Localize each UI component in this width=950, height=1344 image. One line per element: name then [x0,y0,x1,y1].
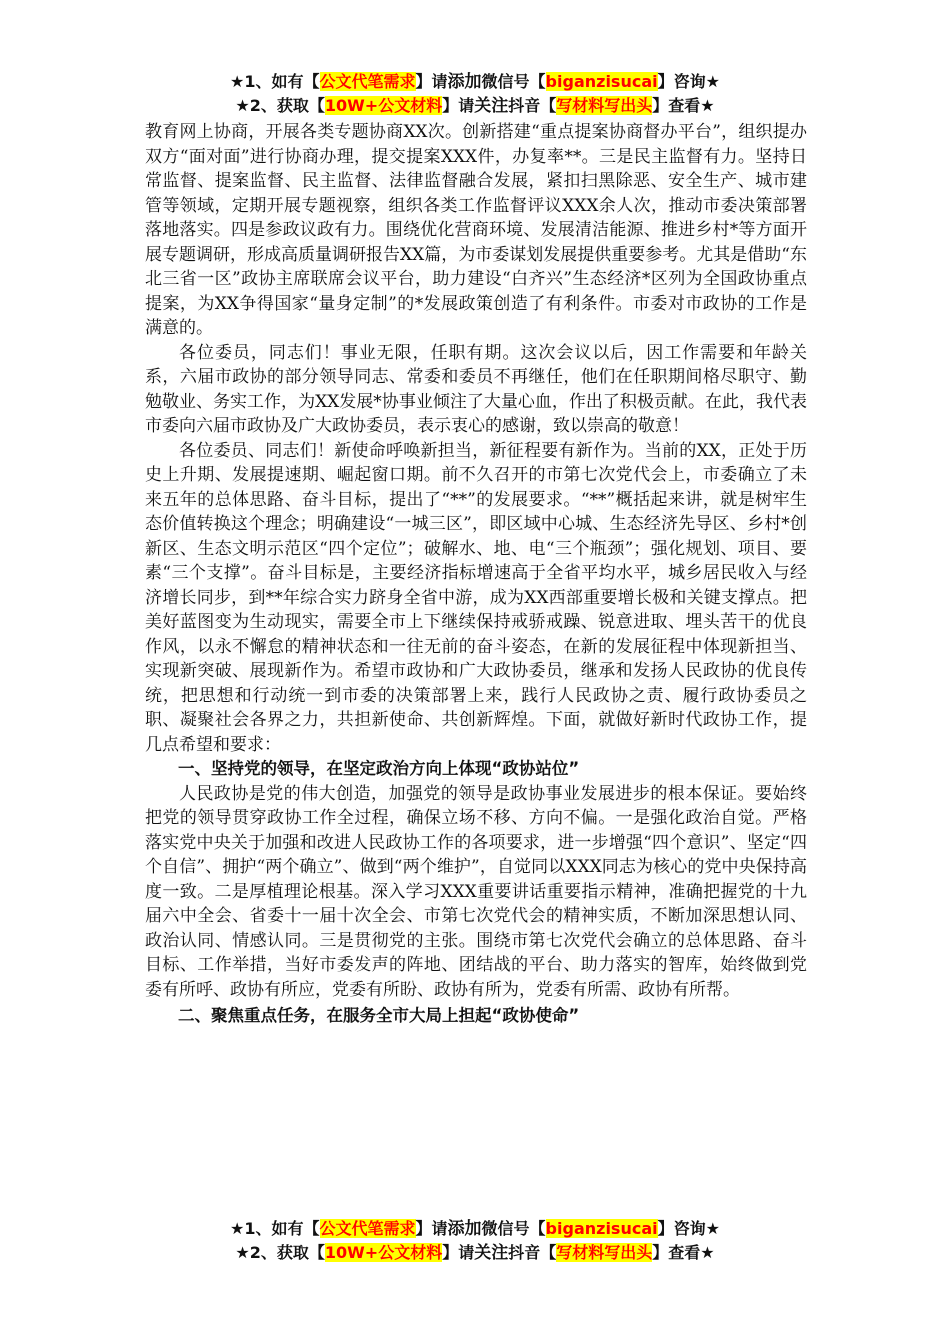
promo-emphasis: 关注 [474,1243,509,1263]
promo-text: ★2、获取【 [235,1243,325,1262]
paragraph-thanks: 各位委员，同志们！事业无限，任职有期。这次会议以后，因工作需要和年龄关系，六届市政协的部分领导同志、常委和委员不再继任，他们在任职期间格尽职守、勤勉敬业、务实工作，为XX发展*协事业倾注了大量心血，作出了积极贡献。在此，我代表市委向六届市政协及广大政协委员，表示衷心的感谢，致以崇高的敬意！ [145,342,807,436]
section-heading-2: 二、聚焦重点任务，在服务全市大局上担起“政协使命” [178,1006,580,1025]
promo-line-2 [0,1241,950,1265]
promo-line-1 [0,70,950,94]
promo-text: 抖音【 [508,96,557,115]
promo-text: 微信号【 [481,72,546,91]
promo-text: 】请 [442,96,475,115]
promo-text: 】请 [442,1243,475,1262]
promo-emphasis: 添加 [447,1219,482,1239]
promo-line-1 [0,1217,950,1241]
document-body [145,120,807,1029]
footer-promo-banner [0,1217,950,1265]
header-promo-banner [0,70,950,118]
paragraph-continued: 教育网上协商，开展各类专题协商XX次。创新搭建“重点提案协商督办平台”，组织提办双方“面对面”进行协商办理，提交提案XXX件，办复率**。三是民主监督有力。坚持日常监督、提案监督、民主监督、法律监督融合发展，紧扣扫黑除恶、安全生产、城市建管等领域，定期开展专题视察，组织各类工作监督评议XXX余人次，推动市委决策部署落地落实。四是参政议政有力。围绕优化营商环境、发展清洁能源、推进乡村*等方面开展专题调研，形成高质量调研报告XX篇，为市委谋划发展提供重要参考。尤其是借助“东北三省一区”政协主席联席会议平台，助力建设“白齐兴”生态经济*区列为全国政协重点提案，为XX争得国家“量身定制”的*发展政策创造了有利条件。市委对市政协的工作是满意的。 [145,122,807,338]
paragraph-party-leadership: 人民政协是党的伟大创造，加强党的领导是政协事业发展进步的根本保证。要始终把党的领导贯穿政协工作全过程，确保立场不移、方向不偏。一是强化政治自觉。严格落实党中央关于加强和改进人民政协工作的各项要求，进一步增强“四个意识”、坚定“四个自信”、拥护“两个确立”、做到“两个维护”，自觉同以XXX同志为核心的党中央保持高度一致。二是厚植理论根基。深入学习XXX重要讲话重要指示精神，准确把握党的十九届六中全会、省委十一届十次全会、市第七次党代会的精神实质，不断加深思想认同、政治认同、情感认同。三是贯彻党的主张。围绕市第七次党代会确立的总体思路、奋斗目标、工作举措，当好市委发声的阵地、团结战的平台、助力落实的智库，始终做到党委有所呼、政协有所应，党委有所盼、政协有所为，党委有所需、政协有所帮。 [145,783,807,1000]
promo-text: 】请 [415,72,448,91]
promo-text: 】咨询★ [657,1219,720,1238]
promo-highlight: 公文代笔需求 [319,1219,416,1238]
promo-text: 】查看★ [652,1243,715,1262]
promo-text: 抖音【 [508,1243,557,1262]
promo-line-2 [0,94,950,118]
promo-douyin-id: 写材料写出头 [556,1243,653,1262]
paragraph-mission: 各位委员、同志们！新使命呼唤新担当，新征程要有新作为。当前的XX，正处于历史上升期、发展提速期、崛起窗口期。前不久召开的市第七次党代会上，市委确立了未来五年的总体思路、奋斗目标，提出了“**”的发展要求。“**”概括起来讲，就是树牢生态价值转换这个理念；明确建设“一城三区”，即区域中心城、生态经济先导区、乡村*创新区、生态文明示范区“四个定位”；破解水、地、电“三个瓶颈”；强化规划、项目、要素“三个支撑”。奋斗目标是，主要经济指标增速高于全省平均水平，城乡居民收入与经济增长同步，到**年综合实力跻身全省中游，成为XX西部重要增长极和关键支撑点。把美好蓝图变为生动现实，需要全市上下继续保持戒骄戒躁、锐意进取、埋头苦干的优良作风，以永不懈怠的精神状态和一往无前的奋斗姿态，在新的发展征程中体现新担当、实现新突破、展现新作为。希望市政协和广大政协委员，继承和发扬人民政协的优良传统，把思想和行动统一到市委的决策部署上来，践行人民政协之责、履行政协委员之职、凝聚社会各界之力，共担新使命、共创新辉煌。下面，就做好新时代政协工作，提几点希望和要求： [145,440,807,755]
promo-emphasis: 添加 [447,72,482,92]
promo-highlight: 公文代笔需求 [319,72,416,91]
promo-text: 】咨询★ [657,72,720,91]
promo-wechat-id: biganzisucai [545,1219,658,1238]
promo-douyin-id: 写材料写出头 [556,96,653,115]
promo-text: 】请 [415,1219,448,1238]
promo-highlight: 10W+公文材料 [324,1243,443,1262]
promo-text: ★1、如有【 [230,72,320,91]
promo-highlight: 10W+公文材料 [324,96,443,115]
section-heading-1: 一、坚持党的领导，在坚定政治方向上体现“政协站位” [178,759,580,778]
promo-text: 微信号【 [481,1219,546,1238]
promo-wechat-id: biganzisucai [545,72,658,91]
promo-text: 】查看★ [652,96,715,115]
promo-emphasis: 关注 [474,96,509,116]
promo-text: ★1、如有【 [230,1219,320,1238]
promo-text: ★2、获取【 [235,96,325,115]
